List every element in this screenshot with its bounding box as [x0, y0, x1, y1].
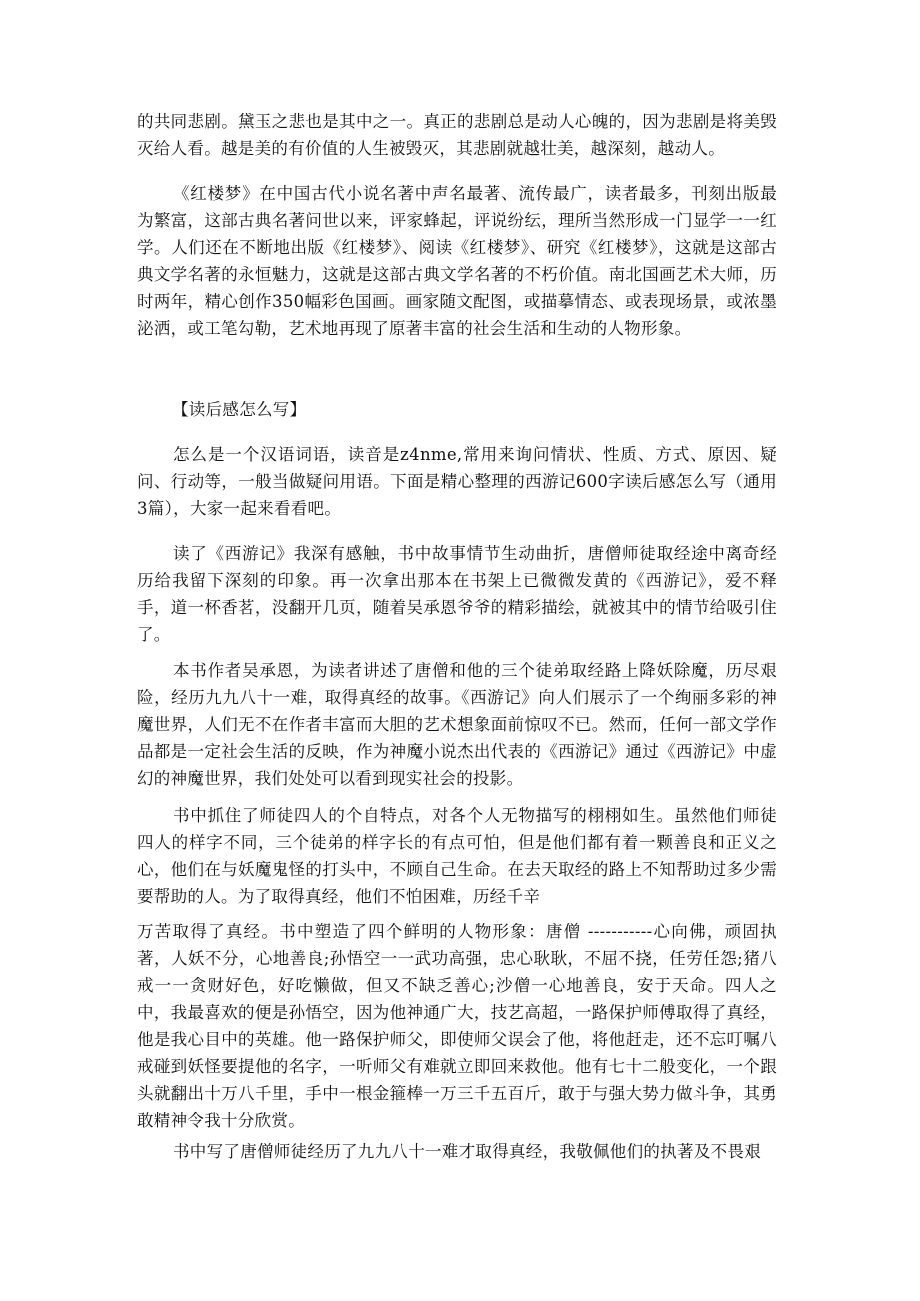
paragraph-four-characters: 万苦取得了真经。书中塑造了四个鲜明的人物形象：唐僧 -----------心向佛，顽固执著，人妖不分，心地善良;孙悟空一一武功高强，忠心耿耿，不屈不挠，任劳任怨;猪八戒一一贪财好色，好吃懒做，但又不缺乏善心;沙僧一心地善良，安于天命。四人之中，我最喜欢的便是孙悟空，因为他神通广大，技艺高超，一路保护师傅取得了真经，他是我心目中的英雄。他一路保护师父，即使师父误会了他，将他赶走，还不忘叮嘱八戒碰到妖怪要提他的名字，一听师父有难就立即回来救他。他有七十二般变化，一个跟头就翻出十万八千里，手中一根金箍棒一万三千五百斤，敢于与强大势力做斗争，其勇敢精神令我十分欣赏。 — [137, 922, 777, 1130]
section-heading: 【读后感怎么写】 — [172, 400, 307, 419]
paragraph-81-trials: 书中写了唐僧师徒经历了九九八十一难才取得真经，我敬佩他们的执著及不畏艰 — [173, 1142, 761, 1161]
paragraph-hongloumeng: 《红楼梦》在中国古代小说名著中声名最著、流传最广，读者最多，刊刻出版最为繁富，这部古典名著问世以来，评家蜂起，评说纷纭，理所当然形成一门显学一一红学。人们还在不断地出版《红楼梦》、阅读《红楼梦》、研究《红楼梦》，这就是这部古典文学名著的永恒魅力，这就是这部古典文学名著的不朽价值。南北国画艺术大师，历时两年，精心创作350幅彩色国画。画家随文配图，或描摹情态、或表现场景，或浓墨泌洒，或工笔勾勒，艺术地再现了原著丰富的社会生活和生动的人物形象。 — [137, 184, 777, 338]
paragraph-author-wuchengen: 本书作者吴承恩，为读者讲述了唐僧和他的三个徒弟取经路上降妖除魔，历尽艰险，经历九九八十一难，取得真经的故事。《西游记》向人们展示了一个绚丽多彩的神魔世界，人们无不在作者丰富而大胆的艺术想象面前惊叹不已。然而，任何一部文学作品都是一定社会生活的反映，作为神魔小说杰出代表的《西游记》通过《西游记》中虚幻的神魔世界，我们处处可以看到现实社会的投影。 — [137, 661, 777, 788]
paragraph-zenme-definition: 怎么是一个汉语词语，读音是z4nme,常用来询问情状、性质、方式、原因、疑问、行动等，一般当做疑问用语。下面是精心整理的西游记600字读后感怎么写（通用3篇），大家一起来看看吧。 — [137, 445, 777, 518]
paragraph-reading-xiyouji: 读了《西游记》我深有感触，书中故事情节生动曲折，唐僧师徒取经途中离奇经历给我留下深刻的印象。再一次拿出那本在书架上已微微发黄的《西游记》，爱不释手，道一杯香茗，没翻开几页，随着吴承恩爷爷的精彩描绘，就被其中的情节给吸引住了。 — [137, 544, 777, 644]
paragraph-characters-traits: 书中抓住了师徒四人的个自特点，对各个人无物描写的栩栩如生。虽然他们师徒四人的样字不同，三个徒弟的样字长的有点可怕，但是他们都有着一颗善良和正义之心，他们在与妖魔鬼怪的打头中，不顾自己生命。在去天取经的路上不知帮助过多少需要帮助的人。为了取得真经，他们不怕困难，历经千辛 — [137, 806, 777, 906]
paragraph-tragedy-intro: 的共同悲剧。黛玉之悲也是其中之一。真正的悲剧总是动人心魄的，因为悲剧是将美毁灭给人看。越是美的有价值的人生被毁灭，其悲剧就越壮美，越深刻，越动人。 — [137, 112, 777, 158]
